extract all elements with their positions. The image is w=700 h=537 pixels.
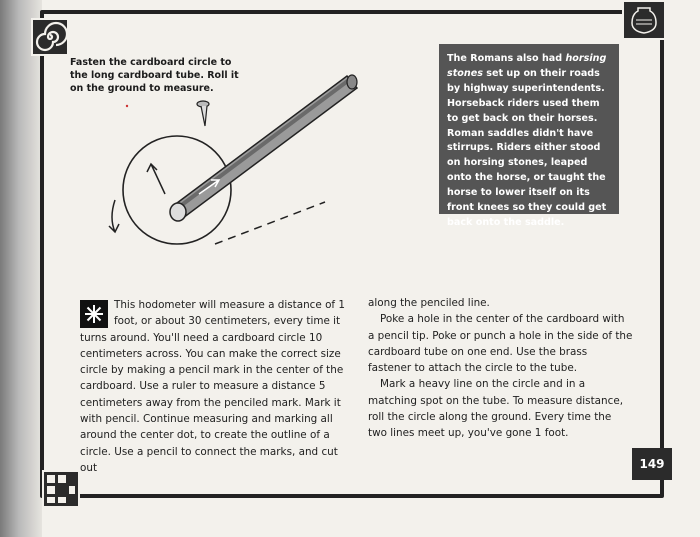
sidebar-text-2: set up on their roads by highway superintendents. Horseback riders used them to get back on their horses. Roman saddles didn't have stirrups. Riders either stood on horsing stones, leaped onto the horse, or taught the horse to lower itself on its front knees so they could get back onto the saddle.: [447, 67, 607, 228]
diagram-caption: Fasten the cardboard circle to the long cardboard tube. Roll it on the ground to measure.: [70, 57, 239, 94]
cardboard-tube: [170, 75, 357, 221]
ground-line: [215, 202, 325, 244]
rotation-arrow: [109, 200, 119, 232]
page-number: 149: [632, 448, 672, 480]
body-paragraph-left: This hodometer will measure a distance of 1 foot, or about 30 centimeters, every time it turns around. You'll need a cardboard circle 10 centimeters across. You can make the correct size circle by making a pencil mark in the center of the cardboard. Use a ruler to measure a distance 5 centimeters away from the penciled mark. Mark it with pencil. Continue measuring and marking all around the center dot, to create the outline of a circle. Use a pencil to connect the marks, and cut out: [80, 299, 345, 474]
body-column-left: [80, 297, 345, 476]
body-paragraph-right-2: Poke a hole in the center of the cardboard with a pencil tip. Poke or punch a hole in the side of the cardboard tube on one end. Use the brass fastener to attach the circle to the tube.: [368, 313, 633, 375]
body-paragraph-right-3: Mark a heavy line on the circle and in a matching spot on the tube. To measure distance, roll the circle along the ground. Every time the two lines meet up, you've gone 1 foot.: [368, 378, 624, 440]
hodometer-diagram: [95, 60, 375, 260]
circle-mark-arrow: [147, 164, 165, 194]
vase-icon: [622, 0, 666, 40]
spiral-icon: [31, 18, 69, 56]
brass-fastener: [197, 101, 209, 126]
body-paragraph-right-1: along the penciled line.: [368, 297, 490, 309]
sidebar-text-1: The Romans also had: [447, 53, 566, 64]
sidebar-box: [439, 44, 619, 228]
body-column-right: [368, 295, 633, 442]
tiles-icon: [42, 470, 80, 508]
star-icon: [80, 300, 108, 328]
page-gutter-shadow: [0, 0, 42, 537]
sidebar-emphasis: horsing stones: [447, 53, 607, 79]
